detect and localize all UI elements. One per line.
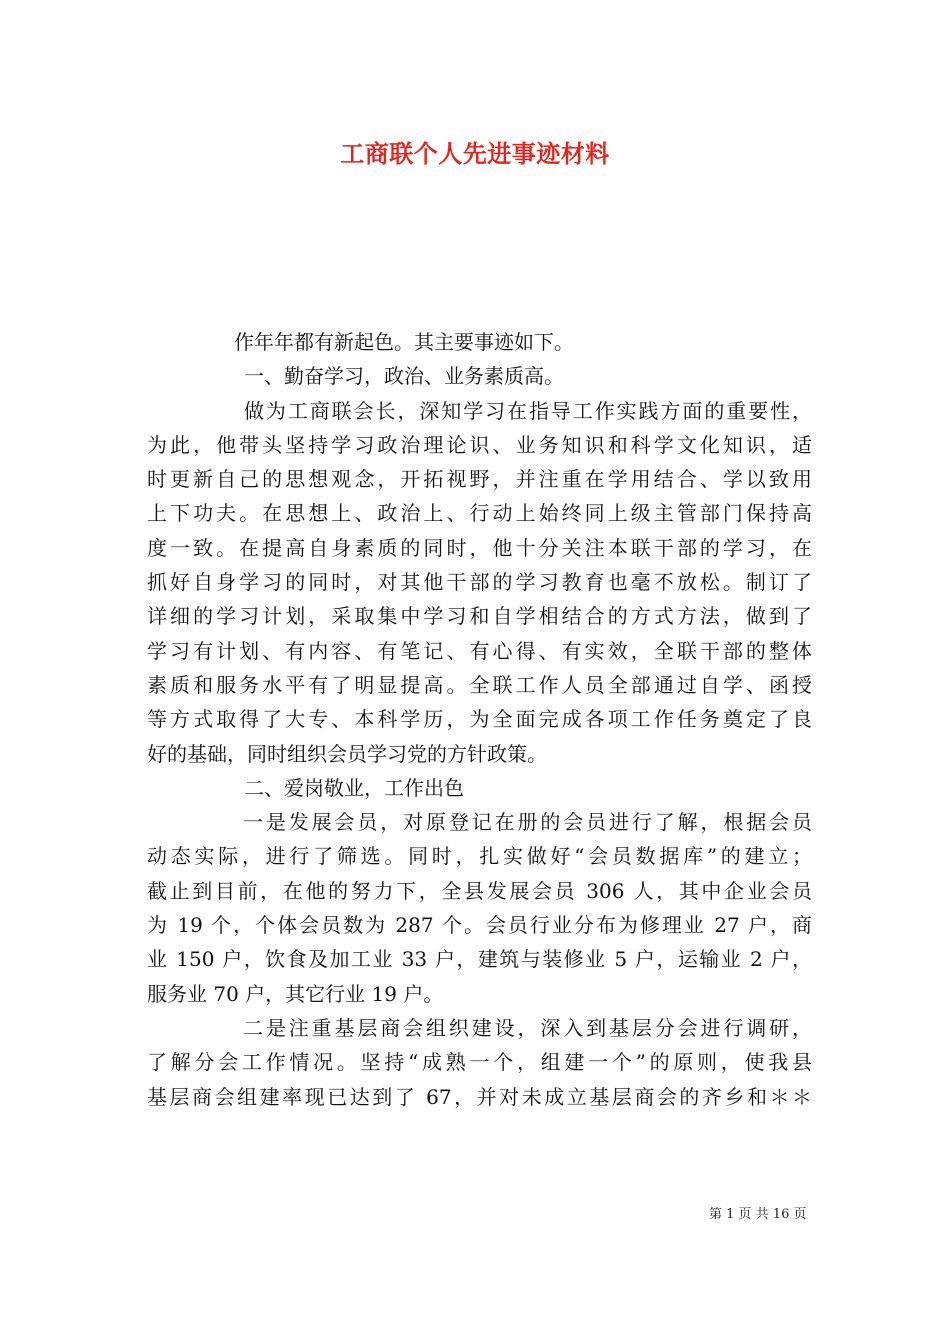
text-line: 抓好自身学习的同时，对其他干部的学习教育也毫不放松。制订了 bbox=[147, 570, 812, 595]
text-line: 作年年都有新起色。其主要事迹如下。 bbox=[234, 330, 574, 354]
text-line: 截止到目前，在他的努力下，全县发展会员 306 人，其中企业会员 bbox=[147, 878, 812, 903]
text-line: 等方式取得了大专、本科学历，为全面完成各项工作任务奠定了良 bbox=[147, 707, 812, 732]
section-heading: 二、爱岗敬业，工作出色 bbox=[244, 775, 464, 800]
text-line: 一是发展会员，对原登记在册的会员进行了解，根据会员 bbox=[243, 810, 812, 835]
text-line: 基层商会组建率现已达到了 67，并对未成立基层商会的齐乡和＊＊ bbox=[147, 1084, 812, 1109]
text-line: 业 150 户，饮食及加工业 33 户，建筑与装修业 5 户，运输业 2 户， bbox=[147, 947, 812, 972]
text-line: 素质和服务水平有了明显提高。全联工作人员全部通过自学、函授 bbox=[147, 672, 812, 697]
document-title: 工商联个人先进事迹材料 bbox=[340, 139, 610, 168]
document-body bbox=[147, 325, 812, 1114]
text-line: 动态实际，进行了筛选。同时，扎实做好“会员数据库”的建立； bbox=[147, 844, 812, 869]
text-line: 上下功夫。在思想上、政治上、行动上始终同上级主管部门保持高 bbox=[147, 501, 812, 526]
text-line: 时更新自己的思想观念，开拓视野，并注重在学用结合、学以致用 bbox=[147, 467, 812, 492]
text-line: 学习有计划、有内容、有笔记、有心得、有实效，全联干部的整体 bbox=[147, 638, 812, 663]
section-heading: 一、勤奋学习，政治、业务素质高。 bbox=[244, 364, 564, 389]
text-line: 为 19 个，个体会员数为 287 个。会员行业分布为修理业 27 户，商 bbox=[147, 913, 812, 938]
text-line: 为此，他带头坚持学习政治理论识、业务知识和科学文化知识，适 bbox=[147, 432, 812, 457]
text-line: 好的基础，同时组织会员学习党的方针政策。 bbox=[147, 741, 547, 766]
text-line: 了解分会工作情况。坚持“成熟一个，组建一个”的原则，使我县 bbox=[147, 1050, 812, 1075]
text-line: 详细的学习计划，采取集中学习和自学相结合的方式方法，做到了 bbox=[147, 604, 812, 629]
text-line: 服务业 70 户，其它行业 19 户。 bbox=[147, 981, 444, 1006]
text-line: 二是注重基层商会组织建设，深入到基层分会进行调研， bbox=[243, 1015, 812, 1040]
text-line: 度一致。在提高自身素质的同时，他十分关注本联干部的学习，在 bbox=[147, 535, 812, 560]
page-number: 第 1 页 共 16 页 bbox=[709, 1207, 807, 1222]
text-line: 做为工商联会长，深知学习在指导工作实践方面的重要性， bbox=[244, 398, 812, 423]
